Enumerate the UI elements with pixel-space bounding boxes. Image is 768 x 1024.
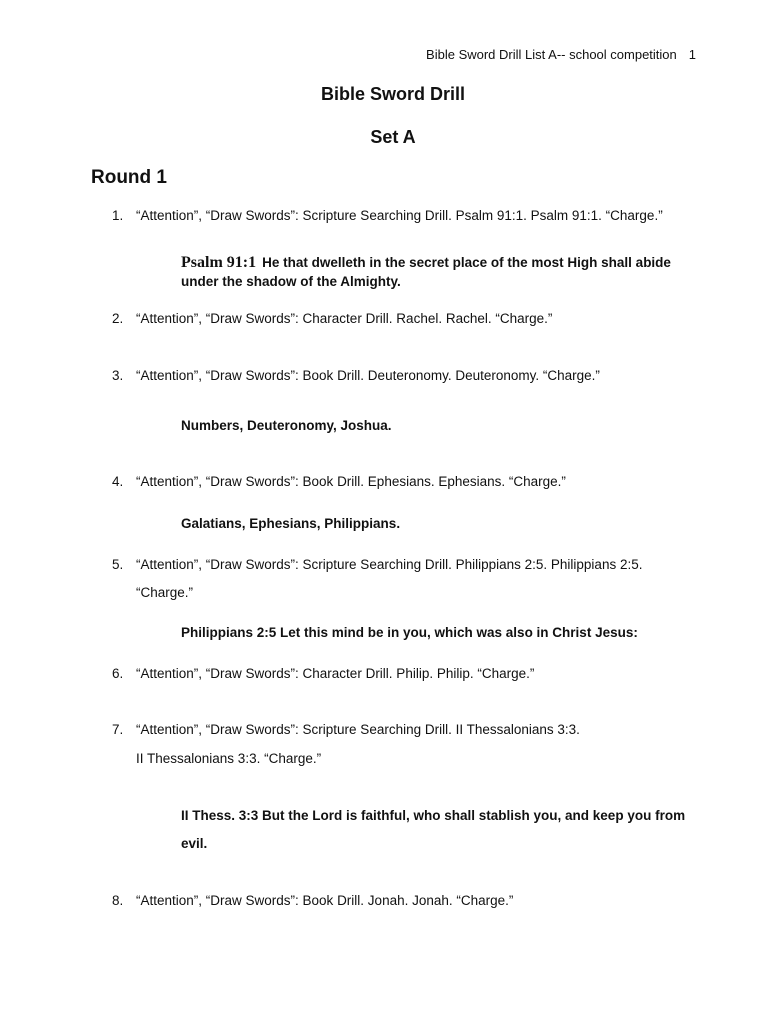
item-instruction-continued: II Thessalonians 3:3. “Charge.” (136, 751, 322, 766)
item-instruction: “Attention”, “Draw Swords”: Character Drill. Rachel. Rachel. “Charge.” (136, 311, 553, 326)
item-instruction: “Attention”, “Draw Swords”: Character Drill. Philip. Philip. “Charge.” (136, 666, 535, 681)
running-header (426, 47, 696, 62)
item-number: 8. (112, 893, 124, 908)
answer-books: Numbers, Deuteronomy, Joshua. (181, 418, 392, 433)
document-title: Bible Sword Drill (320, 84, 466, 104)
answer-verse: Philippians 2:5 Let this mind be in you, which was also in Christ Jesus: (181, 625, 638, 640)
drill-item (0, 551, 768, 579)
running-title: Bible Sword Drill List A-- school competition (426, 47, 677, 62)
drill-item (0, 305, 768, 333)
item-number: 7. (112, 722, 124, 737)
item-instruction: “Attention”, “Draw Swords”: Scripture Searching Drill. II Thessalonians 3:3. (136, 722, 580, 737)
round-heading: Round 1 (91, 167, 167, 188)
set-title: Set A (370, 127, 416, 147)
item-number: 5. (112, 557, 124, 572)
drill-item (0, 716, 768, 744)
item-instruction: “Attention”, “Draw Swords”: Scripture Searching Drill. Philippians 2:5. Philippians 2:5. (136, 557, 643, 572)
item-number: 1. (112, 208, 124, 223)
answer-verse: II Thess. 3:3 But the Lord is faithful, who shall stablish you, and keep you from (181, 808, 686, 823)
item-number: 3. (112, 368, 124, 383)
drill-item (0, 468, 768, 496)
answer-verse-continued: evil. (181, 836, 208, 851)
item-number: 6. (112, 666, 124, 681)
page-number: 1 (688, 47, 696, 62)
item-instruction: “Attention”, “Draw Swords”: Book Drill. Ephesians. Ephesians. “Charge.” (136, 474, 566, 489)
drill-item (0, 660, 768, 688)
answer-verse (181, 253, 671, 273)
item-number: 4. (112, 474, 124, 489)
answer-books: Galatians, Ephesians, Philippians. (181, 516, 401, 531)
drill-item (0, 887, 768, 915)
answer-reference: Psalm 91:1 (181, 254, 257, 271)
item-instruction: “Attention”, “Draw Swords”: Book Drill. Deuteronomy. Deuteronomy. “Charge.” (136, 368, 600, 383)
item-instruction: “Attention”, “Draw Swords”: Book Drill. Jonah. Jonah. “Charge.” (136, 893, 514, 908)
drill-item (0, 202, 768, 230)
item-instruction: “Attention”, “Draw Swords”: Scripture Searching Drill. Psalm 91:1. Psalm 91:1. “Charge.” (136, 208, 663, 223)
answer-text-line: He that dwelleth in the secret place of the most High shall abide (262, 255, 671, 270)
drill-item (0, 362, 768, 390)
answer-text-line: under the shadow of the Almighty. (181, 274, 401, 289)
item-instruction-continued: “Charge.” (136, 585, 194, 600)
item-number: 2. (112, 311, 124, 326)
